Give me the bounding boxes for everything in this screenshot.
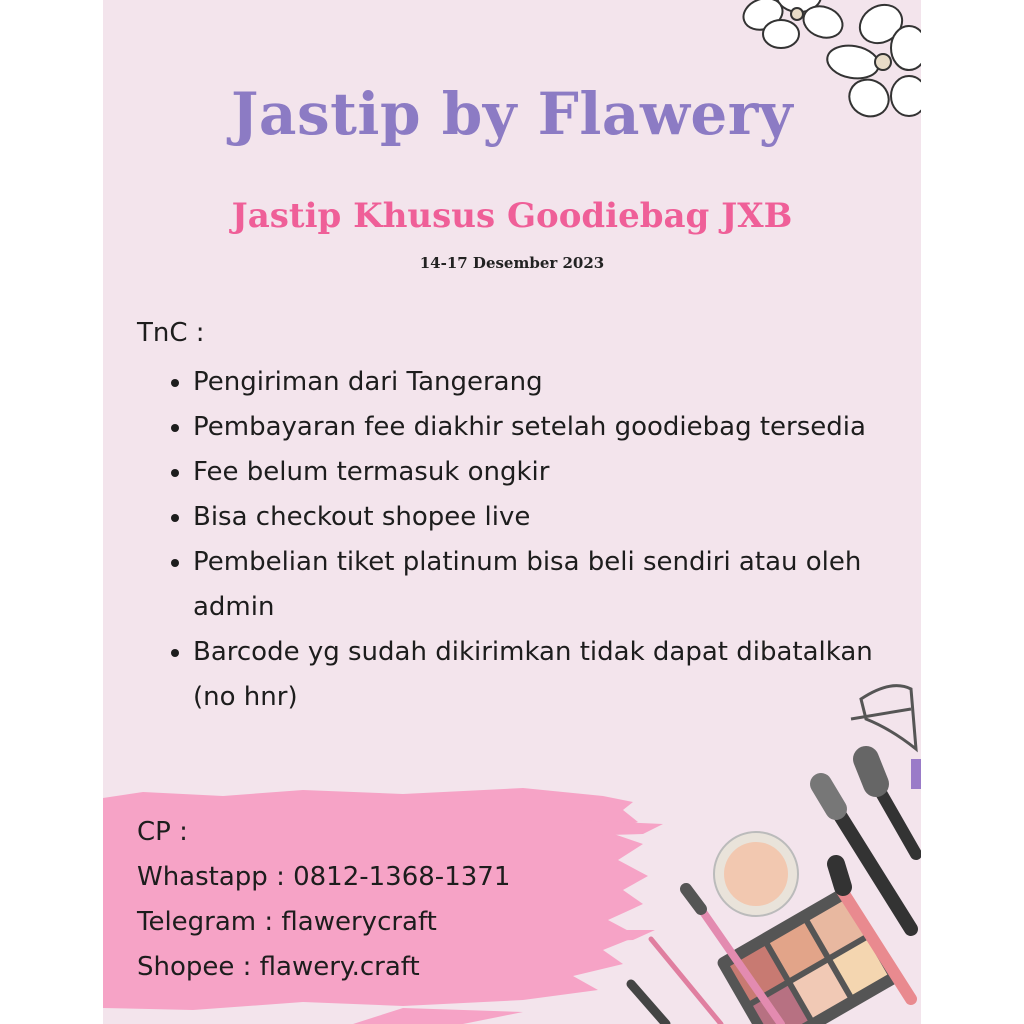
tnc-item: • Pembelian tiket platinum bisa beli sendiri atau oleh admin: [193, 540, 883, 630]
poster-title: Jastip by Flawery: [230, 80, 794, 148]
tnc-item: • Pengiriman dari Tangerang: [193, 360, 883, 405]
contact-whatsapp: Whastapp : 0812-1368-1371: [137, 862, 511, 892]
tnc-heading: TnC :: [137, 318, 205, 348]
tnc-item: • Bisa checkout shopee live: [193, 495, 883, 540]
tnc-item: • Fee belum termasuk ongkir: [193, 450, 883, 495]
tnc-item: • Pembayaran fee diakhir setelah goodiebag tersedia: [193, 405, 883, 450]
contact-info: [137, 810, 510, 990]
poster-subtitle: Jastip Khusus Goodiebag JXB: [231, 196, 793, 236]
contact-shopee: Shopee : flawery.craft: [137, 952, 420, 982]
contact-telegram: Telegram : flawerycraft: [137, 907, 437, 937]
poster: [103, 0, 921, 1024]
tnc-list: [161, 360, 883, 720]
tnc-item: • Barcode yg sudah dikirimkan tidak dapat dibatalkan (no hnr): [193, 630, 883, 720]
contact-heading: CP :: [137, 817, 188, 847]
makeup-tools-illustration: [611, 679, 921, 1024]
event-date: 14-17 Desember 2023: [419, 254, 605, 272]
